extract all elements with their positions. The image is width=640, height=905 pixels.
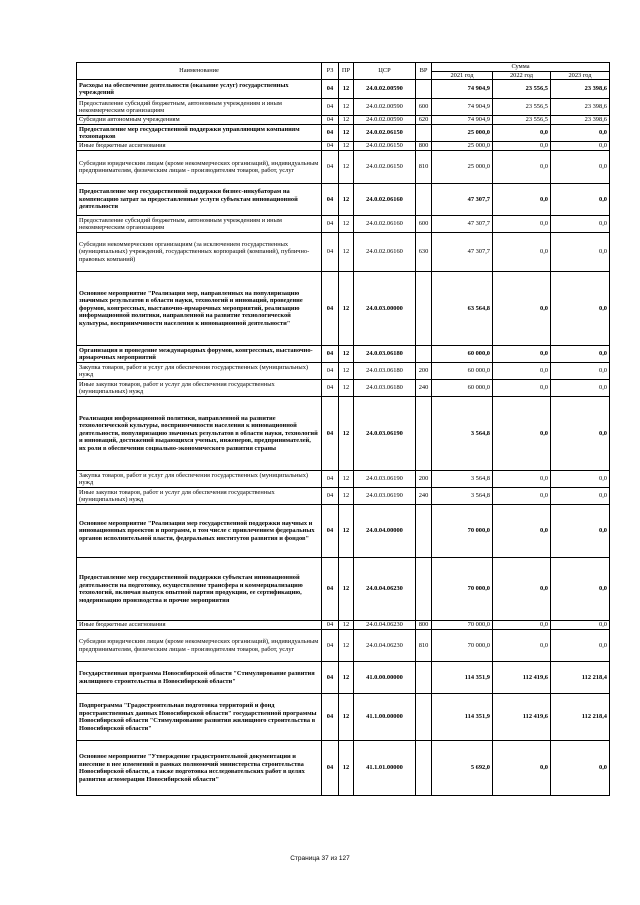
- cell-pr: 12: [339, 397, 354, 471]
- cell-name: Субсидии автономным учреждениям: [77, 116, 322, 125]
- cell-2023: 23 398,6: [551, 116, 610, 125]
- cell-vr: 240: [416, 488, 432, 505]
- cell-name: Подпрограмма "Градостроительная подготовка территорий и фонд пространственных данных Новосибирской области" государственной программы Новосибирской области "Стимулирование развития жилищного строительства в Новосибирской области": [77, 694, 322, 741]
- cell-vr: [416, 125, 432, 142]
- cell-rz: 04: [322, 346, 339, 363]
- cell-2021: 60 000,0: [432, 380, 493, 397]
- cell-2022: 0,0: [493, 216, 551, 233]
- cell-2021: 74 904,9: [432, 116, 493, 125]
- header-sum: Сумма: [432, 63, 610, 72]
- cell-vr: [416, 741, 432, 796]
- cell-2023: 0,0: [551, 125, 610, 142]
- cell-name: Основное мероприятие "Реализация мер, направленных на популяризацию значимых результатов в области науки, технологий и инноваций, проведение форумов, конгрессных, выставочно-ярмарочных мероприятий, реализацию информационной политики, направленной на развитие технологической культуры, восприимчивости населения к инновационной деятельности": [77, 272, 322, 346]
- cell-name: Предоставление мер государственной поддержки субъектам инновационной деятельности на подготовку, осуществление трансфера и коммерциализацию технологий, включая выпуск опытной партии продукции, ее сертификацию, модернизацию производства и прочие мероприятия: [77, 558, 322, 621]
- cell-csr: 24.0.03.06180: [354, 363, 416, 380]
- cell-csr: 24.0.04.06230: [354, 621, 416, 630]
- cell-pr: 12: [339, 151, 354, 184]
- table-row: [77, 233, 610, 272]
- cell-2021: 3 564,8: [432, 488, 493, 505]
- cell-2022: 0,0: [493, 621, 551, 630]
- cell-2023: 0,0: [551, 558, 610, 621]
- cell-2021: 74 904,9: [432, 99, 493, 116]
- cell-pr: 12: [339, 741, 354, 796]
- header-csr: ЦСР: [354, 63, 416, 80]
- cell-csr: 41.0.00.00000: [354, 662, 416, 694]
- header-2022: 2022 год: [493, 71, 551, 80]
- cell-csr: 24.0.04.06230: [354, 558, 416, 621]
- table-row: [77, 346, 610, 363]
- cell-pr: 12: [339, 272, 354, 346]
- cell-2021: 47 307,7: [432, 184, 493, 216]
- cell-2022: 112 419,6: [493, 662, 551, 694]
- cell-2023: 0,0: [551, 630, 610, 662]
- cell-name: Субсидии некоммерческим организациям (за исключением государственных (муниципальных) учреждений, государственных корпораций (компаний), публично-правовых компаний): [77, 233, 322, 272]
- cell-2022: 23 556,5: [493, 99, 551, 116]
- cell-rz: 04: [322, 184, 339, 216]
- cell-pr: 12: [339, 694, 354, 741]
- cell-2023: 23 398,6: [551, 99, 610, 116]
- cell-2023: 0,0: [551, 272, 610, 346]
- cell-csr: 24.0.02.00590: [354, 99, 416, 116]
- cell-pr: 12: [339, 621, 354, 630]
- cell-pr: 12: [339, 505, 354, 558]
- cell-csr: 24.0.03.06180: [354, 346, 416, 363]
- cell-name: Государственная программа Новосибирской области "Стимулирование развития жилищного строительства в Новосибирской области": [77, 662, 322, 694]
- cell-2022: 0,0: [493, 125, 551, 142]
- cell-2023: 0,0: [551, 380, 610, 397]
- cell-2022: 0,0: [493, 272, 551, 346]
- budget-table: [76, 62, 610, 796]
- cell-2022: 0,0: [493, 505, 551, 558]
- cell-2022: 23 556,5: [493, 116, 551, 125]
- cell-pr: 12: [339, 216, 354, 233]
- cell-rz: 04: [322, 233, 339, 272]
- cell-2021: 60 000,0: [432, 363, 493, 380]
- cell-2023: 0,0: [551, 233, 610, 272]
- cell-rz: 04: [322, 151, 339, 184]
- cell-2022: 0,0: [493, 558, 551, 621]
- cell-rz: 04: [322, 558, 339, 621]
- cell-csr: 41.1.01.00000: [354, 741, 416, 796]
- cell-vr: 200: [416, 471, 432, 488]
- cell-pr: 12: [339, 346, 354, 363]
- cell-2021: 25 000,0: [432, 125, 493, 142]
- cell-2023: 0,0: [551, 184, 610, 216]
- table-row: [77, 116, 610, 125]
- cell-name: Предоставление субсидий бюджетным, автономным учреждениям и иным некоммерческим организациям: [77, 216, 322, 233]
- cell-pr: 12: [339, 80, 354, 99]
- header-2021: 2021 год: [432, 71, 493, 80]
- cell-2023: 23 398,6: [551, 80, 610, 99]
- cell-rz: 04: [322, 662, 339, 694]
- cell-csr: 24.0.02.06160: [354, 233, 416, 272]
- page-number: Страница 37 из 127: [290, 855, 350, 862]
- table-row: [77, 397, 610, 471]
- cell-2021: 63 564,8: [432, 272, 493, 346]
- cell-name: Предоставление субсидий бюджетным, автономным учреждениям и иным некоммерческим организациям: [77, 99, 322, 116]
- cell-vr: [416, 505, 432, 558]
- cell-2021: 114 351,9: [432, 662, 493, 694]
- cell-csr: 24.0.04.00000: [354, 505, 416, 558]
- cell-name: Расходы на обеспечение деятельности (оказание услуг) государственных учреждений: [77, 80, 322, 99]
- cell-2023: 0,0: [551, 621, 610, 630]
- cell-name: Реализация информационной политики, направленной на развитие технологической культуры, восприимчивости населения к инновационной деятельности, популяризацию значимых результатов в области науки, технологий и инноваций, достижений выдающихся ученых, инженеров, предпринимателей, их роли в обеспечении социально-экономического развития страны: [77, 397, 322, 471]
- cell-vr: [416, 558, 432, 621]
- cell-rz: 04: [322, 80, 339, 99]
- table-row: [77, 630, 610, 662]
- cell-2022: 0,0: [493, 488, 551, 505]
- cell-csr: 24.0.03.06180: [354, 380, 416, 397]
- header-name: Наименование: [77, 63, 322, 80]
- cell-vr: [416, 346, 432, 363]
- cell-pr: 12: [339, 630, 354, 662]
- cell-vr: 810: [416, 630, 432, 662]
- cell-name: Предоставление мер государственной поддержки бизнес-инкубаторам на компенсацию затрат за предоставленные услуги субъектам инновационной деятельности: [77, 184, 322, 216]
- cell-name: Иные закупки товаров, работ и услуг для обеспечения государственных (муниципальных) нужд: [77, 380, 322, 397]
- cell-pr: 12: [339, 116, 354, 125]
- table-row: [77, 184, 610, 216]
- cell-name: Субсидии юридическим лицам (кроме некоммерческих организаций), индивидуальным предпринимателям, физическим лицам - производителям товаров, работ, услуг: [77, 630, 322, 662]
- cell-2021: 3 564,8: [432, 471, 493, 488]
- cell-rz: 04: [322, 125, 339, 142]
- table-row: [77, 272, 610, 346]
- cell-vr: [416, 694, 432, 741]
- cell-pr: 12: [339, 363, 354, 380]
- cell-vr: [416, 184, 432, 216]
- cell-vr: 600: [416, 216, 432, 233]
- cell-rz: 04: [322, 116, 339, 125]
- cell-2023: 0,0: [551, 151, 610, 184]
- table-row: [77, 363, 610, 380]
- cell-vr: 620: [416, 116, 432, 125]
- header-pr: ПР: [339, 63, 354, 80]
- cell-rz: 04: [322, 397, 339, 471]
- cell-2023: 0,0: [551, 346, 610, 363]
- cell-2022: 0,0: [493, 741, 551, 796]
- cell-2023: 112 218,4: [551, 662, 610, 694]
- cell-rz: 04: [322, 471, 339, 488]
- cell-csr: 24.0.03.06190: [354, 488, 416, 505]
- cell-csr: 24.0.03.00000: [354, 272, 416, 346]
- document-page: [76, 62, 609, 796]
- cell-pr: 12: [339, 471, 354, 488]
- cell-rz: 04: [322, 505, 339, 558]
- cell-rz: 04: [322, 216, 339, 233]
- cell-name: Иные бюджетные ассигнования: [77, 621, 322, 630]
- table-row: [77, 142, 610, 151]
- cell-name: Основное мероприятие "Утверждение градостроительной документации и внесение в нее изменений в рамках полномочий министерства строительства Новосибирской области, а также подготовка исследовательских работ в целях развития агломерации Новосибирской области": [77, 741, 322, 796]
- cell-vr: [416, 397, 432, 471]
- cell-vr: 600: [416, 99, 432, 116]
- cell-2021: 60 000,0: [432, 346, 493, 363]
- cell-rz: 04: [322, 741, 339, 796]
- cell-csr: 24.0.02.00590: [354, 80, 416, 99]
- cell-2023: 0,0: [551, 216, 610, 233]
- cell-2022: 0,0: [493, 346, 551, 363]
- table-row: [77, 741, 610, 796]
- table-row: [77, 99, 610, 116]
- cell-2023: 0,0: [551, 363, 610, 380]
- cell-2022: 0,0: [493, 471, 551, 488]
- cell-name: Закупка товаров, работ и услуг для обеспечения государственных (муниципальных) нужд: [77, 363, 322, 380]
- cell-name: Иные закупки товаров, работ и услуг для обеспечения государственных (муниципальных) нужд: [77, 488, 322, 505]
- cell-vr: 810: [416, 151, 432, 184]
- cell-2023: 0,0: [551, 741, 610, 796]
- cell-vr: 800: [416, 621, 432, 630]
- cell-pr: 12: [339, 142, 354, 151]
- cell-pr: 12: [339, 125, 354, 142]
- cell-vr: [416, 80, 432, 99]
- cell-csr: 24.0.04.06230: [354, 630, 416, 662]
- cell-2021: 70 000,0: [432, 558, 493, 621]
- cell-pr: 12: [339, 662, 354, 694]
- table-row: [77, 125, 610, 142]
- cell-vr: 630: [416, 233, 432, 272]
- cell-name: Иные бюджетные ассигнования: [77, 142, 322, 151]
- table-row: [77, 505, 610, 558]
- table-row: [77, 694, 610, 741]
- cell-rz: 04: [322, 488, 339, 505]
- cell-csr: 24.0.02.06160: [354, 184, 416, 216]
- cell-2022: 0,0: [493, 363, 551, 380]
- cell-rz: 04: [322, 630, 339, 662]
- table-body: [77, 80, 610, 796]
- cell-2023: 0,0: [551, 471, 610, 488]
- cell-vr: 200: [416, 363, 432, 380]
- cell-2021: 114 351,9: [432, 694, 493, 741]
- cell-2022: 0,0: [493, 630, 551, 662]
- cell-rz: 04: [322, 380, 339, 397]
- cell-2022: 0,0: [493, 184, 551, 216]
- cell-2022: 0,0: [493, 397, 551, 471]
- cell-vr: [416, 272, 432, 346]
- header-2023: 2023 год: [551, 71, 610, 80]
- cell-csr: 41.1.00.00000: [354, 694, 416, 741]
- cell-2021: 47 307,7: [432, 216, 493, 233]
- cell-2023: 0,0: [551, 397, 610, 471]
- cell-csr: 24.0.02.00590: [354, 116, 416, 125]
- cell-2021: 3 564,8: [432, 397, 493, 471]
- cell-name: Субсидии юридическим лицам (кроме некоммерческих организаций), индивидуальным предпринимателям, физическим лицам - производителям товаров, работ, услуг: [77, 151, 322, 184]
- cell-2021: 74 904,9: [432, 80, 493, 99]
- cell-2023: 0,0: [551, 505, 610, 558]
- cell-csr: 24.0.02.06150: [354, 151, 416, 184]
- table-row: [77, 488, 610, 505]
- table-row: [77, 471, 610, 488]
- cell-csr: 24.0.03.06190: [354, 471, 416, 488]
- cell-pr: 12: [339, 184, 354, 216]
- cell-2021: 25 000,0: [432, 142, 493, 151]
- cell-2023: 0,0: [551, 142, 610, 151]
- header-vr: ВР: [416, 63, 432, 80]
- cell-2021: 47 307,7: [432, 233, 493, 272]
- cell-rz: 04: [322, 142, 339, 151]
- table-row: [77, 80, 610, 99]
- cell-name: Предоставление мер государственной поддержки управляющим компаниям технопарков: [77, 125, 322, 142]
- cell-2021: 25 000,0: [432, 151, 493, 184]
- table-row: [77, 216, 610, 233]
- cell-pr: 12: [339, 488, 354, 505]
- table-row: [77, 151, 610, 184]
- cell-rz: 04: [322, 621, 339, 630]
- cell-csr: 24.0.02.06160: [354, 216, 416, 233]
- cell-pr: 12: [339, 99, 354, 116]
- cell-pr: 12: [339, 380, 354, 397]
- cell-2023: 0,0: [551, 488, 610, 505]
- table-row: [77, 662, 610, 694]
- cell-vr: [416, 662, 432, 694]
- cell-rz: 04: [322, 99, 339, 116]
- cell-rz: 04: [322, 363, 339, 380]
- cell-2021: 70 000,0: [432, 505, 493, 558]
- cell-name: Закупка товаров, работ и услуг для обеспечения государственных (муниципальных) нужд: [77, 471, 322, 488]
- cell-pr: 12: [339, 558, 354, 621]
- cell-2021: 70 000,0: [432, 630, 493, 662]
- cell-2023: 112 218,4: [551, 694, 610, 741]
- cell-2022: 23 556,5: [493, 80, 551, 99]
- table-row: [77, 380, 610, 397]
- cell-rz: 04: [322, 272, 339, 346]
- cell-2022: 0,0: [493, 380, 551, 397]
- cell-2022: 0,0: [493, 151, 551, 184]
- cell-2022: 0,0: [493, 233, 551, 272]
- cell-csr: 24.0.02.06150: [354, 142, 416, 151]
- table-row: [77, 558, 610, 621]
- cell-2022: 0,0: [493, 142, 551, 151]
- cell-vr: 800: [416, 142, 432, 151]
- cell-name: Организация и проведение международных форумов, конгрессных, выставочно-ярмарочных мероприятий: [77, 346, 322, 363]
- cell-rz: 04: [322, 694, 339, 741]
- table-row: [77, 621, 610, 630]
- cell-csr: 24.0.02.06150: [354, 125, 416, 142]
- cell-2022: 112 419,6: [493, 694, 551, 741]
- cell-vr: 240: [416, 380, 432, 397]
- cell-name: Основное мероприятие "Реализация мер государственной поддержки научных и инновационных проектов и программ, в том числе с привлечением федеральных органов исполнительной власти, федеральных институтов развития и фондов": [77, 505, 322, 558]
- cell-2021: 5 692,0: [432, 741, 493, 796]
- cell-2021: 70 000,0: [432, 621, 493, 630]
- cell-pr: 12: [339, 233, 354, 272]
- cell-csr: 24.0.03.06190: [354, 397, 416, 471]
- header-rz: РЗ: [322, 63, 339, 80]
